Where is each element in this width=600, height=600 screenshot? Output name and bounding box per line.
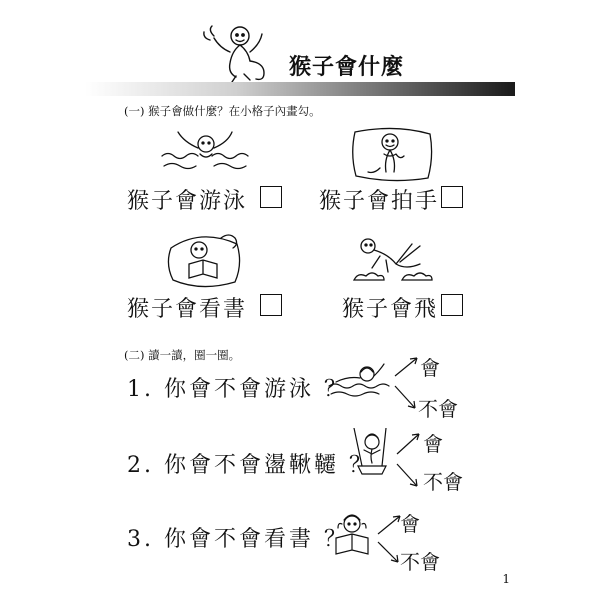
child-swimming-icon (327, 360, 391, 400)
question-2: 2. 你會不會盪鞦韆 ？ (127, 453, 374, 478)
item-label-fly: 猴子會飛 (342, 297, 439, 322)
monkey-icon (200, 22, 270, 84)
checkbox-clap[interactable] (441, 186, 463, 208)
monkey-reading-icon (165, 228, 245, 290)
monkey-swimming-icon (160, 126, 250, 176)
answer-yes-1[interactable]: 會 (420, 356, 440, 380)
answer-yes-2[interactable]: 會 (423, 432, 443, 456)
section1-heading: (一) 猴子會做什麼？在小格子內畫勾。 (124, 104, 321, 118)
answer-no-1[interactable]: 不會 (418, 397, 458, 421)
item-label-swim: 猴子會游泳 (127, 189, 248, 214)
answer-no-3[interactable]: 不會 (400, 550, 440, 574)
checkbox-swim[interactable] (260, 186, 282, 208)
child-swinging-icon (348, 428, 392, 480)
monkey-flying-icon (350, 232, 435, 287)
monkey-clapping-icon (350, 124, 435, 182)
section2-heading: (二) 讀一讀，圈一圈。 (124, 348, 241, 362)
child-reading-icon (330, 512, 374, 558)
arrow-no-icon-2 (395, 462, 425, 492)
question-1: 1. 你會不會游泳 ？ (127, 377, 349, 402)
page-title: 猴子會什麼 (289, 55, 405, 80)
page-number: 1 (502, 572, 510, 586)
answer-no-2[interactable]: 不會 (423, 470, 463, 494)
item-label-read: 猴子會看書 (127, 297, 248, 322)
title-rule (85, 82, 515, 96)
question-3: 3. 你會不會看書 ？ (127, 527, 349, 552)
checkbox-fly[interactable] (441, 294, 463, 316)
item-label-clap: 猴子會拍手 (319, 189, 440, 214)
answer-yes-3[interactable]: 會 (400, 512, 420, 536)
checkbox-read[interactable] (260, 294, 282, 316)
